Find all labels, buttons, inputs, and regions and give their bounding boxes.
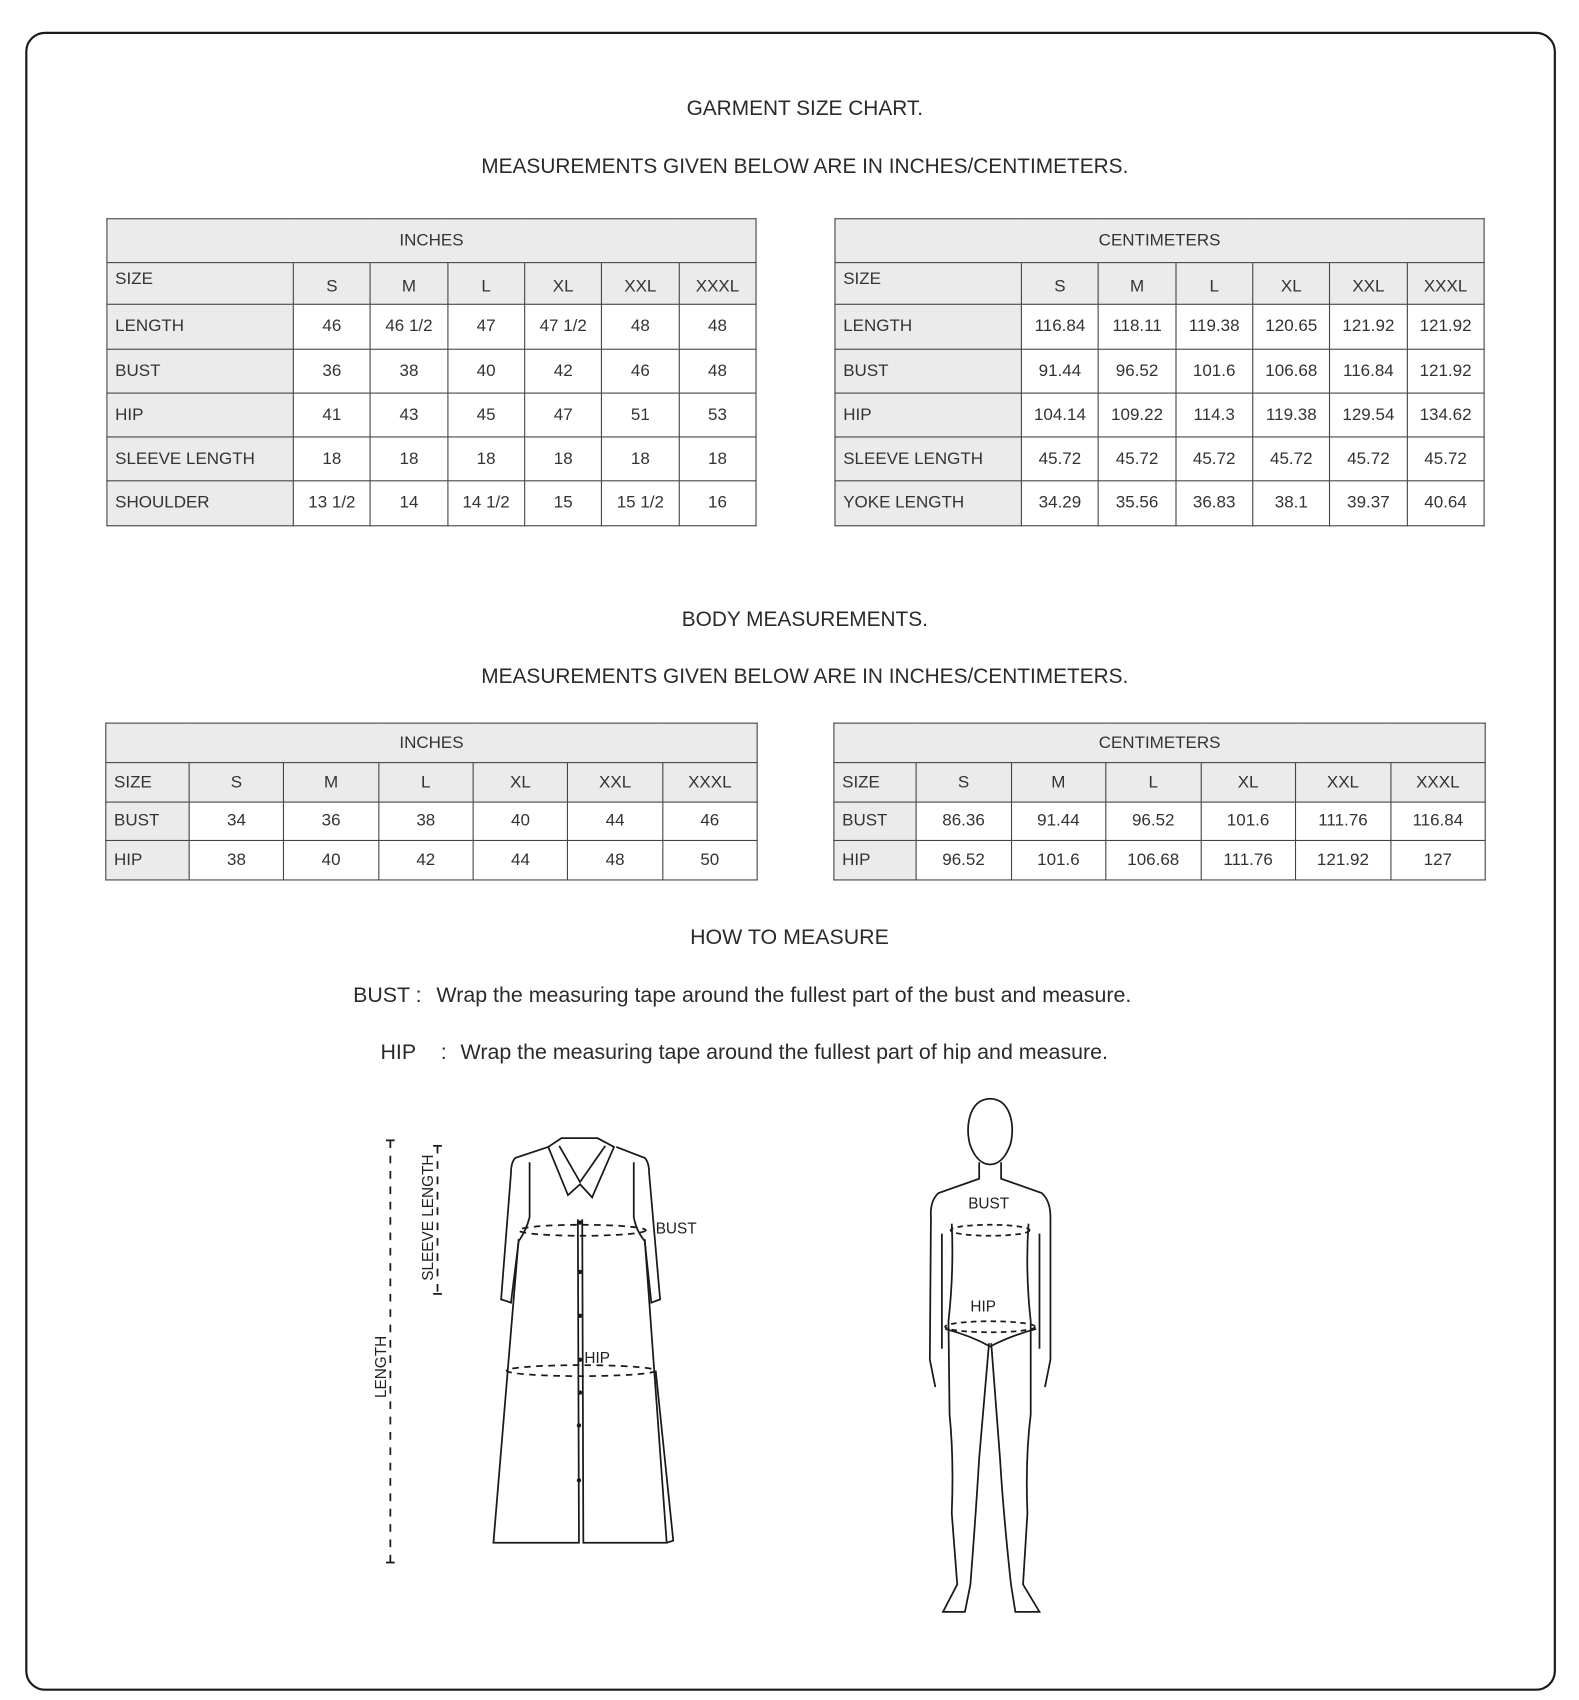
bust-instruction: Wrap the measuring tape around the fullest part of the bust and measure. [436, 983, 1132, 1008]
measurement-cell: 38.1 [1253, 481, 1330, 526]
measurement-cell: 43 [370, 393, 447, 437]
measurement-cell: 45.72 [1099, 437, 1176, 481]
measurement-cell: 106.68 [1106, 840, 1201, 879]
row-label: HIP [106, 840, 189, 879]
sleeve-length-label: SLEEVE LENGTH [420, 1154, 438, 1281]
measurement-cell: 45.72 [1021, 437, 1098, 481]
size-column-header: XXXL [679, 263, 756, 305]
measurement-cell: 104.14 [1021, 393, 1098, 437]
unit-header: CENTIMETERS [835, 219, 1484, 263]
size-column-header: XXL [568, 763, 663, 802]
measurement-cell: 15 [525, 481, 602, 526]
measurement-cell: 18 [525, 437, 602, 481]
length-label: LENGTH [372, 1335, 390, 1399]
measurement-cell: 129.54 [1330, 393, 1407, 437]
measurement-cell: 121.92 [1407, 349, 1484, 393]
size-column-header: L [448, 263, 525, 305]
row-label: HIP [107, 393, 293, 437]
measurement-cell: 14 [370, 481, 447, 526]
measurement-cell: 116.84 [1330, 349, 1407, 393]
garment-title: GARMENT SIZE CHART. [686, 97, 924, 121]
measurement-cell: 47 1/2 [525, 304, 602, 349]
measurement-cell: 91.44 [1011, 802, 1106, 840]
body-subtitle: MEASUREMENTS GIVEN BELOW ARE IN INCHES/CENTIMETERS. [481, 665, 1129, 689]
measurement-cell: 40 [473, 802, 568, 840]
size-column-header: XXXL [662, 763, 757, 802]
measurement-cell: 18 [370, 437, 447, 481]
size-column-header: S [916, 763, 1011, 802]
dress-drawing [493, 1138, 697, 1543]
dress-bust-label: BUST [655, 1220, 697, 1238]
measurement-cell: 42 [525, 349, 602, 393]
size-column-header: XXXL [1407, 263, 1484, 305]
length-measure-line [373, 1140, 395, 1562]
measurement-cell: 127 [1390, 840, 1485, 879]
measurement-cell: 45.72 [1330, 437, 1407, 481]
size-column-header: XL [525, 263, 602, 305]
measurement-cell: 47 [525, 393, 602, 437]
measurement-cell: 46 [293, 304, 370, 349]
measurement-cell: 35.56 [1099, 481, 1176, 526]
row-label: BUST [106, 802, 189, 840]
hip-instruction: Wrap the measuring tape around the fullest part of hip and measure. [460, 1040, 1108, 1065]
row-label: BUST [107, 349, 293, 393]
measurement-cell: 101.6 [1011, 840, 1106, 879]
measurement-cell: 40 [284, 840, 379, 879]
measurement-cell: 42 [378, 840, 473, 879]
measurement-cell: 45.72 [1253, 437, 1330, 481]
measurement-cell: 45.72 [1407, 437, 1484, 481]
size-label: SIZE [834, 763, 916, 802]
measurement-cell: 36.83 [1176, 481, 1253, 526]
size-column-header: M [1011, 763, 1106, 802]
size-label: SIZE [106, 763, 189, 802]
measurement-cell: 120.65 [1253, 304, 1330, 349]
figure-hip-label: HIP [970, 1298, 996, 1316]
size-column-header: M [284, 763, 379, 802]
measurement-cell: 40.64 [1407, 481, 1484, 526]
size-column-header: XL [473, 763, 568, 802]
row-label: HIP [835, 393, 1021, 437]
measurement-cell: 36 [293, 349, 370, 393]
measurement-cell: 13 1/2 [293, 481, 370, 526]
measurement-cell: 96.52 [916, 840, 1011, 879]
size-column-header: L [1106, 763, 1201, 802]
size-column-header: XXL [1330, 263, 1407, 305]
measurement-cell: 18 [602, 437, 679, 481]
sleeve-length-measure-line [420, 1146, 442, 1294]
row-label: YOKE LENGTH [835, 481, 1021, 526]
figure-bust-label: BUST [968, 1195, 1010, 1213]
measurement-cell: 36 [284, 802, 379, 840]
measurement-cell: 51 [602, 393, 679, 437]
row-label: LENGTH [835, 304, 1021, 349]
size-column-header: L [1176, 263, 1253, 305]
measurement-cell: 38 [370, 349, 447, 393]
measurement-cell: 116.84 [1021, 304, 1098, 349]
size-column-header: XXL [1296, 763, 1391, 802]
row-label: BUST [835, 349, 1021, 393]
measurement-cell: 48 [568, 840, 663, 879]
measurement-cell: 50 [662, 840, 757, 879]
measurement-cell: 18 [679, 437, 756, 481]
measurement-cell: 121.92 [1330, 304, 1407, 349]
measurement-cell: 134.62 [1407, 393, 1484, 437]
size-column-header: S [189, 763, 284, 802]
row-label: SHOULDER [107, 481, 293, 526]
unit-header: INCHES [106, 723, 757, 762]
dress-hip-label: HIP [584, 1349, 611, 1367]
body-figure-drawing [930, 1099, 1051, 1612]
body-title: BODY MEASUREMENTS. [681, 608, 928, 632]
size-column-header: M [1099, 263, 1176, 305]
measurement-cell: 38 [378, 802, 473, 840]
measurement-cell: 121.92 [1296, 840, 1391, 879]
measurement-cell: 96.52 [1106, 802, 1201, 840]
garment-subtitle: MEASUREMENTS GIVEN BELOW ARE IN INCHES/CENTIMETERS. [481, 155, 1129, 179]
measurement-cell: 41 [293, 393, 370, 437]
measurement-cell: 101.6 [1176, 349, 1253, 393]
measurement-cell: 119.38 [1176, 304, 1253, 349]
size-column-header: XL [1253, 263, 1330, 305]
measurement-cell: 118.11 [1099, 304, 1176, 349]
measurement-cell: 101.6 [1201, 802, 1296, 840]
measurement-cell: 116.84 [1390, 802, 1485, 840]
measurement-cell: 44 [473, 840, 568, 879]
measurement-cell: 91.44 [1021, 349, 1098, 393]
size-column-header: XXL [602, 263, 679, 305]
size-label: SIZE [835, 263, 1021, 305]
size-label: SIZE [107, 263, 293, 305]
unit-header: CENTIMETERS [834, 723, 1485, 762]
measurement-cell: 106.68 [1253, 349, 1330, 393]
size-column-header: L [378, 763, 473, 802]
size-column-header: XL [1201, 763, 1296, 802]
measurement-cell: 38 [189, 840, 284, 879]
measurement-cell: 96.52 [1099, 349, 1176, 393]
measurement-cell: 53 [679, 393, 756, 437]
measurement-cell: 34.29 [1021, 481, 1098, 526]
size-column-header: S [293, 263, 370, 305]
measurement-cell: 39.37 [1330, 481, 1407, 526]
size-column-header: M [370, 263, 447, 305]
hip-term: HIP [380, 1040, 417, 1065]
measurement-cell: 114.3 [1176, 393, 1253, 437]
hip-separator: : [440, 1040, 447, 1065]
how-to-measure-title: HOW TO MEASURE [690, 925, 889, 950]
measurement-cell: 46 [602, 349, 679, 393]
measurement-cell: 48 [679, 349, 756, 393]
measurement-cell: 40 [448, 349, 525, 393]
measurement-cell: 86.36 [916, 802, 1011, 840]
row-label: HIP [834, 840, 916, 879]
measurement-cell: 109.22 [1099, 393, 1176, 437]
measurement-cell: 111.76 [1296, 802, 1391, 840]
unit-header: INCHES [107, 219, 756, 263]
measurement-cell: 48 [679, 304, 756, 349]
measurement-cell: 46 [662, 802, 757, 840]
measurement-cell: 45 [448, 393, 525, 437]
measurement-cell: 18 [448, 437, 525, 481]
measurement-cell: 14 1/2 [448, 481, 525, 526]
measurement-cell: 48 [602, 304, 679, 349]
row-label: SLEEVE LENGTH [107, 437, 293, 481]
size-column-header: XXXL [1390, 763, 1485, 802]
measurement-cell: 45.72 [1176, 437, 1253, 481]
size-column-header: S [1021, 263, 1098, 305]
bust-term: BUST : [353, 983, 422, 1008]
measurement-cell: 44 [568, 802, 663, 840]
measurement-cell: 15 1/2 [602, 481, 679, 526]
row-label: SLEEVE LENGTH [835, 437, 1021, 481]
row-label: BUST [834, 802, 916, 840]
measurement-cell: 119.38 [1253, 393, 1330, 437]
measurement-cell: 121.92 [1407, 304, 1484, 349]
measurement-cell: 18 [293, 437, 370, 481]
measurement-cell: 47 [448, 304, 525, 349]
row-label: LENGTH [107, 304, 293, 349]
measurement-cell: 111.76 [1201, 840, 1296, 879]
measurement-cell: 46 1/2 [370, 304, 447, 349]
measurement-cell: 34 [189, 802, 284, 840]
measurement-cell: 16 [679, 481, 756, 526]
